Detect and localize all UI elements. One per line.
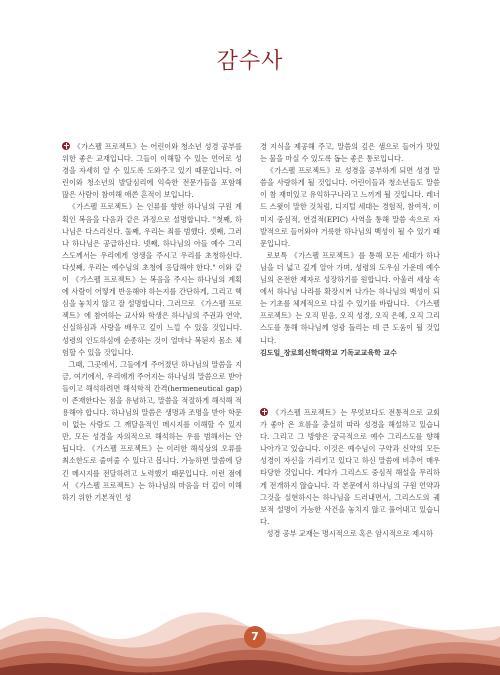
paragraph: 《가스펠 프로젝트》는 인류를 향한 하나님의 구원 계획인 복음을 다음과 같은 과정으로 설명합니다. "첫째, 하나님은 다스리신다. 둘째, 우리는 죄를 범했다. 셋째, 그러나 하나님은 공급하신다. 넷째, 하나님의 아들 예수 그리스도께서는 우리에게 영생을 주시고 우리를 초청하신다. 다섯째, 우리는 예수님의 초청에 응답해야 한다." 이와 같이 《가스펠 프로젝트》는 복음을 주시는 하나님의 계획에 사람이 어떻게 반응해야 하는지를 간단하게, 그리고 핵심을 놓치지 않고 잘 설명합니다. 그러므로 《가스펠 프로젝트》에 참여하는 교사와 학생은 하나님의 주권과 연약, 신실하심과 사랑을 배우고 깊이 느낄 수 있을 것입니다. 성령의 인도하심에 순종하는 것이 얼마나 복된지 몸소 체험할 수 있을 것입니다. [62, 202, 242, 357]
paragraph: 로보특 《가스펠 프로젝트》를 통해 모든 세대가 하나님을 더 넓고 깊게 알아 가며, 성령의 도우심 가운데 예수님의 온전한 제자로 성장하기를 원합니다. 아울러 세상 속에서 하나님 나라를 확장시켜 나가는 하나님의 백성이 되는 기초를 체계적으로 다질 수 있기를 바랍니다. 《가스펠 프로젝트》는 오직 믿음, 오직 성경, 오직 은혜, 오직 그리스도를 통해 하나님께 영광 돌리는 데 큰 도움이 될 것입니다. [260, 250, 440, 345]
cross-bullet-icon [62, 142, 70, 150]
signature: 김도일_장로회신학대학교 기독교교육학 교수 [260, 348, 397, 357]
right-column-top [260, 141, 440, 359]
left-column [62, 141, 242, 504]
cross-bullet-icon [260, 408, 268, 416]
paragraph: 《가스펠 프로젝트》로 성경을 공부하게 되면 성경 말씀을 사랑하게 될 것입니다. 어린이들과 청소년들도 말씀이 참 재미있고 유익하구나라고 느끼게 될 것입니다. 레너드 스윗이 말한 것처럼, 디지털 세대는 경험적, 참여적, 이미지 중심적, 연결적(EPIC) 사역을 통해 말씀 속으로 자발적으로 들어와야 거룩한 하나님의 백성이 될 수 있기 때문입니다. [260, 166, 440, 248]
page-number: 7 [244, 626, 266, 648]
paragraph: 《가스펠 프로젝트》는 무엇보다도 전통적으로 교회가 좋아 온 흐름을 충실히 따라 성경을 해설하고 있습니다. 그리고 그 방향은 궁극적으로 예수 그리스도를 향해 나아가고 있습니다. 이것은 예수님이 구약과 신약의 모든 성경이 자신을 가리키고 있다고 하신 말씀에 비추어 매우 타당한 것입니다. 게다가 그리스도 중심적 해설을 무리하게 전개하지 않습니다. 각 본문에서 하나님의 구원 언약과 그것을 실현하시는 하나님을 드러내면서, 그리스도의 궤보적 설명이 가능한 사건을 놓치지 않고 풀어내고 있습니다. [260, 408, 440, 526]
paragraph: 성경 공부 교재는 명시적으로 혹은 암시적으로 제시하 [266, 528, 433, 538]
right-column-bottom [260, 407, 440, 540]
paragraph: 그때, 그곳에서, 그들에게 주어졌던 하나님의 말씀을 지금, 여기에서, 우리에게 주어지는 하나님의 말씀으로 받아들이고 해석하려면 해석학적 간격(hermeneutical gap)이 존재한다는 점을 유념하고, 말씀을 적절하게 해석해 적용해야 합니다. 하나님의 말씀은 생명과 조명을 받아 학문이 없는 사람도 그 깨달음적인 메시지를 이해할 수 있지만, 모든 성경을 자의적으로 해석하는 우를 범해서는 안 됩니다. 《가스펠 프로젝트》는 이러한 해석상의 오류를 최소한도로 줄여줄 수 있다고 봅니다. 가능하면 말씀에 담긴 메시지를 전달하려고 노력했기 때문입니다. 이런 점에서 《가스펠 프로젝트》는 하나님의 마음을 더 깊이 이해하기 위한 기본적인 성 [62, 359, 242, 502]
paragraph: 《가스펠 프로젝트》는 어린이와 청소년 성경 공부를 위한 좋은 교재입니다. 그들이 이해할 수 있는 언어로 성경을 자세히 알 수 있도록 도와주고 있기 때문입니다. 어린이와 청소년의 발달심리에 익숙한 전문가들을 포함해 많은 사람이 참여해 애쓴 흔적이 보입니다. [62, 142, 242, 200]
paragraph: 경 지식을 제공해 주고, 말씀의 깊은 샘으로 들어가 맛있는 물을 마실 수 있도록 돕는 좋은 통로입니다. [260, 142, 440, 164]
page-title: 감수사 [216, 49, 284, 74]
